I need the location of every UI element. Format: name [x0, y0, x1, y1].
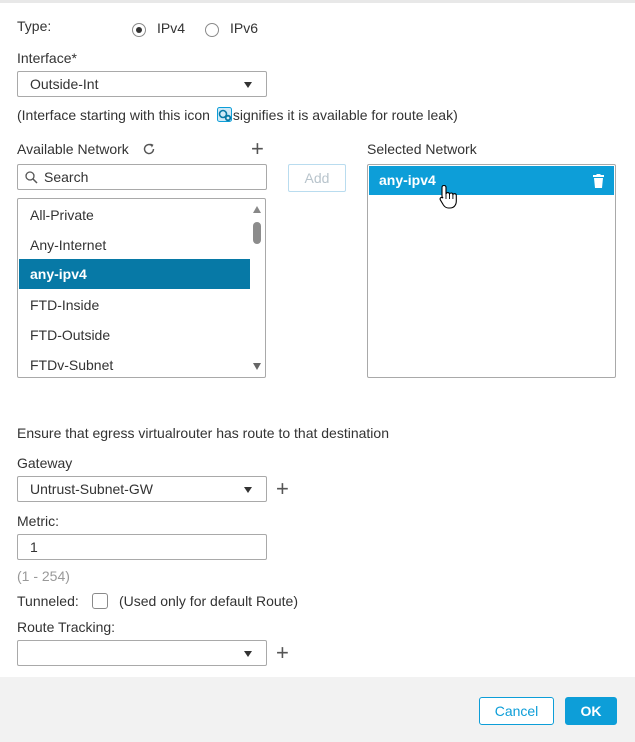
add-network-plus-icon[interactable]: +	[251, 136, 264, 161]
interface-label: Interface*	[17, 50, 77, 66]
hand-cursor-icon	[439, 184, 459, 210]
list-item[interactable]: FTDv-Subnet	[30, 357, 114, 373]
chevron-down-icon	[244, 487, 252, 493]
list-item[interactable]: All-Private	[30, 207, 94, 223]
selected-network-item-label: any-ipv4	[379, 172, 436, 188]
route-tracking-select[interactable]	[17, 640, 267, 666]
selected-network-list[interactable]	[367, 164, 616, 378]
interface-note-before: (Interface starting with this icon	[17, 107, 210, 123]
list-item[interactable]: Any-Internet	[30, 237, 107, 253]
tunneled-label: Tunneled:	[17, 593, 79, 609]
metric-value: 1	[30, 539, 38, 555]
ipv6-radio[interactable]	[205, 23, 219, 37]
scroll-up-icon[interactable]	[253, 206, 261, 213]
selected-network-label: Selected Network	[367, 141, 477, 157]
selected-network-item[interactable]	[369, 166, 614, 195]
egress-note: Ensure that egress virtualrouter has route to that destination	[17, 425, 389, 441]
scrollbar-thumb[interactable]	[253, 222, 261, 244]
available-network-label: Available Network	[17, 141, 129, 157]
refresh-icon[interactable]	[142, 142, 156, 156]
top-divider	[0, 0, 635, 3]
interface-select[interactable]	[17, 71, 267, 97]
search-input[interactable]	[17, 164, 267, 190]
ok-button[interactable]: OK	[565, 697, 617, 725]
chevron-down-icon	[244, 82, 252, 88]
scrollbar[interactable]	[250, 200, 264, 376]
gateway-select[interactable]	[17, 476, 267, 502]
search-icon	[25, 171, 38, 184]
list-item[interactable]: FTD-Outside	[30, 327, 111, 343]
search-placeholder: Search	[44, 169, 89, 185]
chevron-down-icon	[244, 651, 252, 657]
route-tracking-label: Route Tracking:	[17, 619, 116, 635]
interface-value: Outside-Int	[30, 76, 99, 92]
tunneled-checkbox[interactable]	[92, 593, 108, 609]
add-button[interactable]: Add	[288, 164, 346, 192]
add-gateway-plus-icon[interactable]: +	[276, 476, 289, 501]
scroll-down-icon[interactable]	[253, 363, 261, 370]
metric-label: Metric:	[17, 513, 59, 529]
add-route-tracking-plus-icon[interactable]: +	[276, 640, 289, 665]
gateway-label: Gateway	[17, 455, 73, 471]
metric-range-hint: (1 - 254)	[17, 568, 70, 584]
interface-note-after: signifies it is available for route leak)	[232, 107, 458, 123]
list-item[interactable]: FTD-Inside	[30, 297, 100, 313]
available-network-list[interactable]	[17, 198, 266, 378]
type-label: Type:	[17, 18, 52, 34]
tunneled-note: (Used only for default Route)	[119, 593, 298, 609]
interface-note	[17, 107, 458, 123]
ipv6-label[interactable]: IPv6	[230, 20, 259, 36]
cancel-button[interactable]: Cancel	[479, 697, 554, 725]
metric-input[interactable]	[17, 534, 267, 560]
list-item-selected[interactable]: any-ipv4	[19, 259, 250, 289]
gateway-value: Untrust-Subnet-GW	[30, 481, 153, 497]
ipv4-radio[interactable]	[132, 23, 146, 37]
route-leak-icon	[217, 107, 233, 123]
trash-icon[interactable]	[593, 174, 604, 188]
ipv4-label[interactable]: IPv4	[157, 20, 186, 36]
